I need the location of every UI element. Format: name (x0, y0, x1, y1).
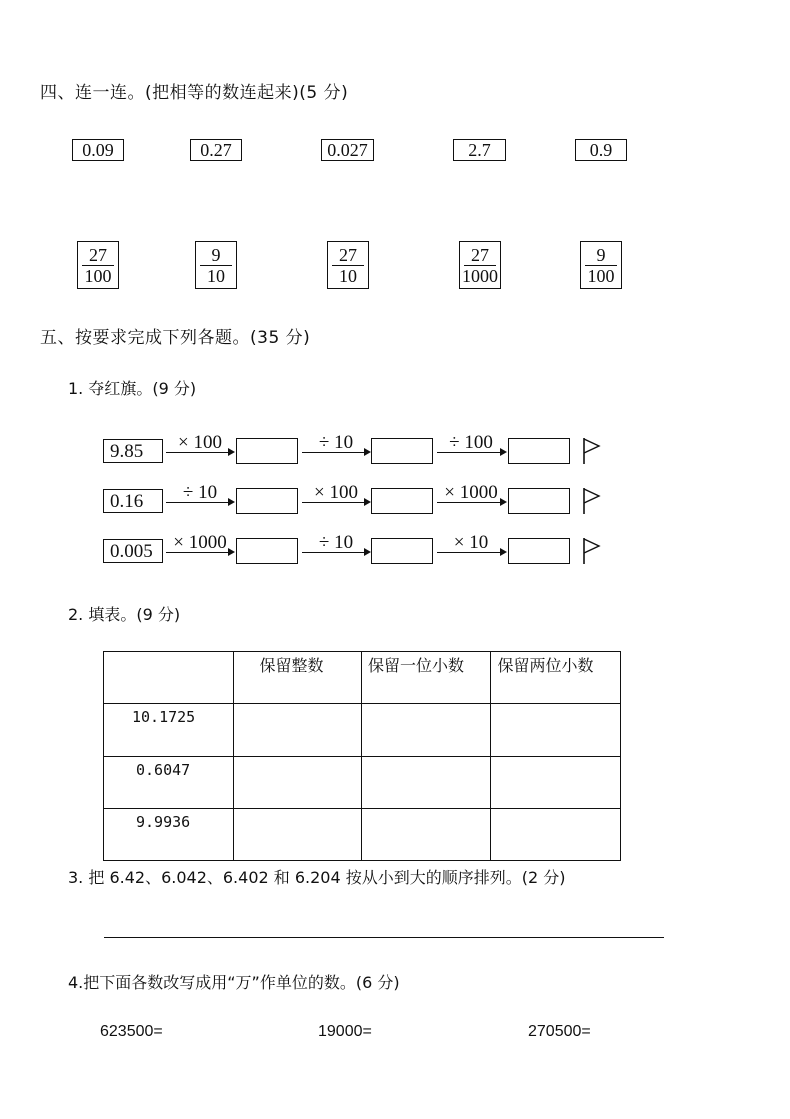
table-answer-cell[interactable] (361, 757, 491, 809)
q3-title: 3. 把 6.42、6.042、6.402 和 6.204 按从小到大的顺序排列。(2 分) (68, 868, 566, 887)
fraction-box-1 (77, 241, 119, 289)
fraction-numerator: 27 (471, 245, 489, 265)
arrow-line (302, 552, 364, 553)
answer-box[interactable] (236, 488, 298, 514)
decimal-box-2: 0.27 (190, 139, 242, 161)
q1-title: 1. 夺红旗。(9 分) (68, 379, 197, 398)
section4-title: 四、连一连。(把相等的数连起来)(5 分) (40, 83, 349, 103)
table-row (104, 757, 621, 809)
arrow-head-icon (500, 498, 507, 506)
arrow-head-icon (364, 448, 371, 456)
arrow-line (166, 452, 228, 453)
table-answer-cell[interactable] (491, 757, 621, 809)
table-row (104, 809, 621, 861)
flag-icon (582, 487, 602, 515)
table-row (104, 704, 621, 757)
table-row-label: 10.1725 (104, 704, 234, 757)
operation-label: × 100 (314, 482, 358, 503)
conversion-item: 623500= (100, 1023, 163, 1040)
fraction-numerator: 27 (339, 245, 357, 265)
table-row-label: 0.6047 (104, 757, 234, 809)
fraction-denominator: 1000 (462, 266, 498, 286)
answer-box[interactable] (371, 538, 433, 564)
fraction-box-4 (459, 241, 501, 289)
table-header-row (104, 652, 621, 704)
conversion-item: 270500= (528, 1023, 591, 1040)
arrow-line (302, 502, 364, 503)
fraction-numerator: 27 (89, 245, 107, 265)
fraction-denominator: 10 (339, 266, 357, 286)
decimal-box-4: 2.7 (453, 139, 506, 161)
section5-title: 五、按要求完成下列各题。(35 分) (40, 328, 311, 348)
operation-label: ÷ 10 (318, 432, 354, 453)
answer-box[interactable] (508, 538, 570, 564)
answer-box[interactable] (508, 438, 570, 464)
fraction-box-3 (327, 241, 369, 289)
arrow-head-icon (500, 548, 507, 556)
arrow-line (437, 452, 500, 453)
operation-label: × 1000 (444, 482, 498, 503)
decimal-box-3: 0.027 (321, 139, 374, 161)
arrow-line (166, 552, 228, 553)
arrow-head-icon (364, 548, 371, 556)
arrow-line (437, 552, 500, 553)
decimal-box-5: 0.9 (575, 139, 627, 161)
fraction-numerator: 9 (211, 245, 221, 265)
fraction-denominator: 100 (587, 266, 615, 286)
table-answer-cell[interactable] (361, 809, 491, 861)
table-header-cell: 保留一位小数 (361, 652, 491, 704)
fraction-box-5 (580, 241, 622, 289)
fraction-denominator: 100 (84, 266, 112, 286)
answer-box[interactable] (371, 438, 433, 464)
operation-label: × 10 (453, 532, 489, 553)
table-answer-cell[interactable] (233, 704, 361, 757)
chain-start-box: 0.16 (103, 489, 163, 513)
flag-icon (582, 537, 602, 565)
operation-label: ÷ 10 (318, 532, 354, 553)
operation-label: ÷ 100 (449, 432, 493, 453)
arrow-line (437, 502, 500, 503)
arrow-head-icon (364, 498, 371, 506)
chain-start-box: 0.005 (103, 539, 163, 563)
fraction-numerator: 9 (596, 245, 606, 265)
arrow-head-icon (228, 548, 235, 556)
conversion-item: 19000= (318, 1023, 372, 1040)
table-answer-cell[interactable] (233, 809, 361, 861)
arrow-head-icon (500, 448, 507, 456)
q2-title: 2. 填表。(9 分) (68, 605, 181, 624)
answer-box[interactable] (236, 538, 298, 564)
arrow-head-icon (228, 448, 235, 456)
rounding-table (103, 651, 621, 861)
table-header-cell (104, 652, 234, 704)
flag-icon (582, 437, 602, 465)
answer-box[interactable] (236, 438, 298, 464)
table-header-cell: 保留两位小数 (491, 652, 621, 704)
arrow-line (302, 452, 364, 453)
table-answer-cell[interactable] (233, 757, 361, 809)
answer-box[interactable] (508, 488, 570, 514)
answer-line[interactable] (104, 937, 664, 938)
table-answer-cell[interactable] (361, 704, 491, 757)
answer-box[interactable] (371, 488, 433, 514)
table-answer-cell[interactable] (491, 704, 621, 757)
fraction-box-2 (195, 241, 237, 289)
arrow-line (166, 502, 228, 503)
decimal-box-1: 0.09 (72, 139, 124, 161)
arrow-head-icon (228, 498, 235, 506)
operation-label: ÷ 10 (182, 482, 218, 503)
table-answer-cell[interactable] (491, 809, 621, 861)
table-row-label: 9.9936 (104, 809, 234, 861)
q4-title: 4.把下面各数改写成用“万”作单位的数。(6 分) (68, 973, 400, 992)
table-header-cell: 保留整数 (233, 652, 361, 704)
fraction-denominator: 10 (207, 266, 225, 286)
operation-label: × 1000 (173, 532, 227, 553)
chain-start-box: 9.85 (103, 439, 163, 463)
operation-label: × 100 (178, 432, 222, 453)
